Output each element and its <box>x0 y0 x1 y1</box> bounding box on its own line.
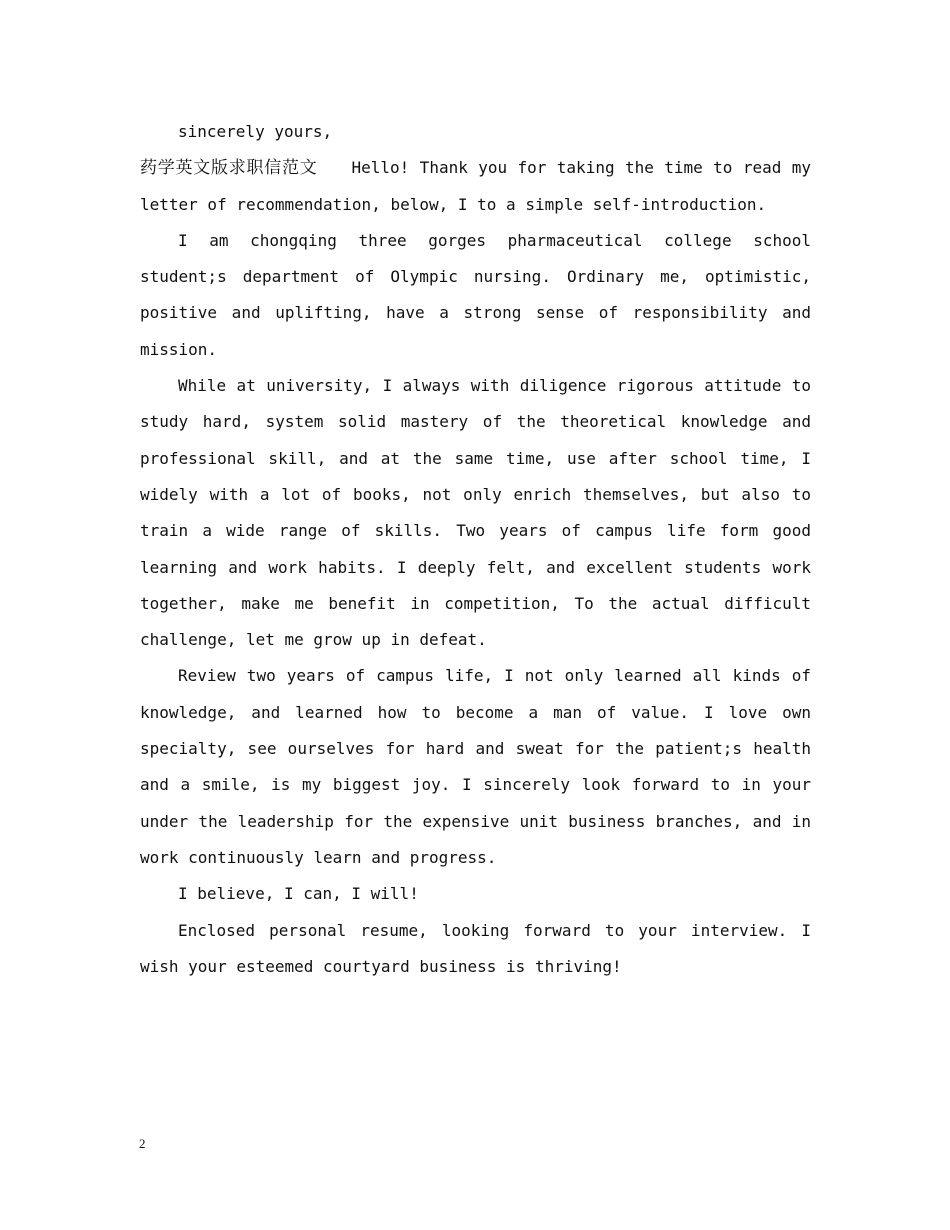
letter-intro-paragraph <box>140 150 811 223</box>
letter-heading: 药学英文版求职信范文 <box>140 158 318 179</box>
paragraph-university: While at university, I always with diligence rigorous attitude to study hard, system solid mastery of the theoretical knowledge and professional skill, and at the same time, use after school time, I widely with a lot of books, not only enrich themselves, but also to train a wide range of skills. Two years of campus life form good learning and work habits. I deeply felt, and excellent students work together, make me benefit in competition, To the actual difficult challenge, let me grow up in defeat. <box>140 376 811 650</box>
paragraph-closing-wish: Enclosed personal resume, looking forward to your interview. I wish your esteemed courtyard business is thriving! <box>140 920 811 976</box>
paragraph-belief: I believe, I can, I will! <box>178 884 419 904</box>
closing-line: sincerely yours, <box>178 122 333 141</box>
paragraph-self-introduction: I am chongqing three gorges pharmaceutical college school student;s department of Olympic nursing. Ordinary me, optimistic, positive and uplifting, have a strong sense of responsibility and mission. <box>140 230 811 359</box>
paragraph-campus-life: Review two years of campus life, I not only learned all kinds of knowledge, and learned how to become a man of value. I love own specialty, see ourselves for hard and sweat for the patient;s health and a smile, is my biggest joy. I sincerely look forward to in your under the leadership for the expensive unit business branches, and in work continuously learn and progress. <box>140 666 811 867</box>
paragraph-greeting: Hello! Thank you for taking the time to read my letter of recommendation, below, I to a simple self-introduction. <box>140 158 811 214</box>
page-number: 2 <box>139 1136 146 1151</box>
letter-body <box>140 114 811 985</box>
